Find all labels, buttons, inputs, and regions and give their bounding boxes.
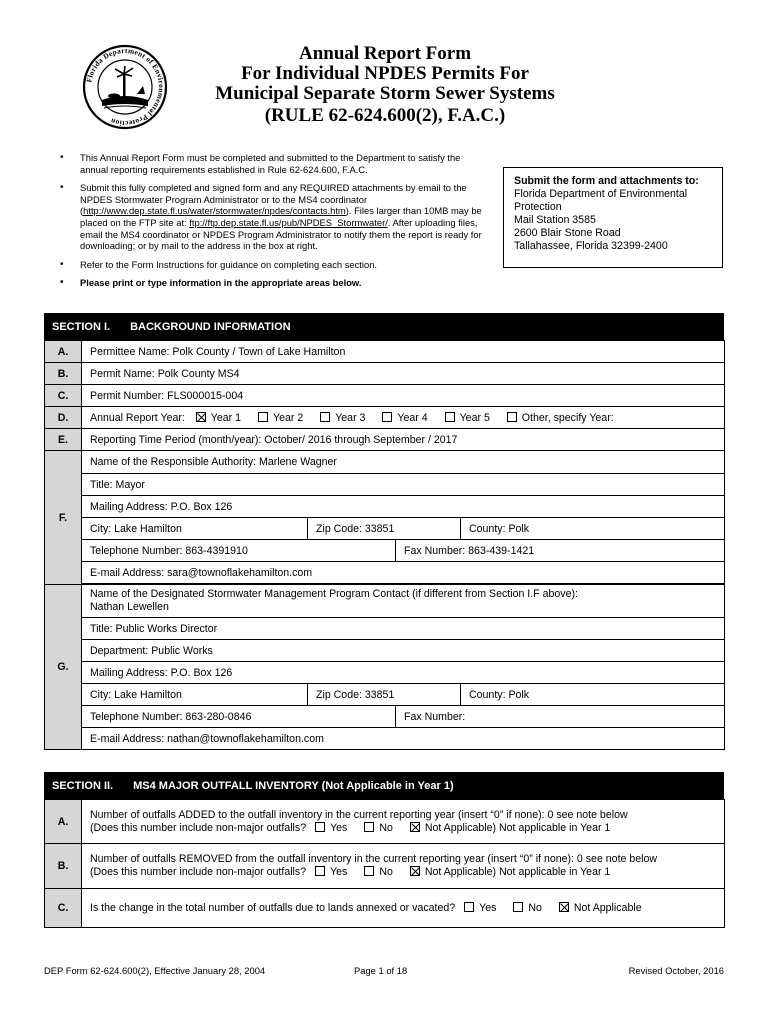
outfalls-removed-question — [90, 866, 716, 879]
checkbox-icon[interactable] — [513, 902, 523, 912]
section-1-number: SECTION I. — [52, 320, 111, 333]
contact-mailing-field[interactable]: Mailing Address: P.O. Box 126 — [82, 662, 725, 684]
row-label: C. — [45, 385, 82, 407]
section-2-number: SECTION II. — [52, 779, 114, 792]
year-2-option[interactable] — [258, 412, 303, 424]
checkbox-checked-icon[interactable] — [196, 412, 206, 422]
checkbox-icon[interactable] — [507, 412, 517, 422]
row-label: G. — [45, 585, 82, 750]
option-label: Year 3 — [335, 411, 366, 424]
section-2-title: MS4 MAJOR OUTFALL INVENTORY (Not Applicable in Year 1) — [133, 779, 454, 792]
program-contact-name: Nathan Lewellen — [90, 601, 169, 613]
contacts-link[interactable]: http://www.dep.state.fl.us/water/stormwater/npdes/contacts.htm — [83, 205, 346, 217]
option-label: No — [379, 821, 393, 834]
annual-report-year-row — [82, 407, 725, 429]
program-contact-label: Name of the Designated Stormwater Management Program Contact (if different from Section I.F above): — [90, 588, 578, 600]
year-5-option[interactable] — [445, 412, 490, 424]
option-label: Other, specify Year: — [521, 411, 614, 424]
section-1-table — [44, 340, 725, 750]
contact-county-field[interactable]: County: Polk — [461, 684, 725, 706]
question-text: (Does this number include non-major outfalls? — [90, 866, 307, 878]
permit-number-field[interactable]: Permit Number: FLS000015-004 — [82, 385, 725, 407]
checkbox-icon[interactable] — [315, 866, 325, 876]
form-title — [180, 44, 590, 126]
section-1-header — [44, 313, 724, 340]
checkbox-icon[interactable] — [464, 902, 474, 912]
checkbox-icon[interactable] — [364, 822, 374, 832]
submit-line: 2600 Blair Stone Road — [514, 227, 621, 239]
question-text: (Does this number include non-major outfalls? — [90, 821, 307, 834]
authority-title-field[interactable]: Title: Mayor — [82, 474, 725, 496]
reporting-period-field[interactable]: Reporting Time Period (month/year): October/ 2016 through September / 2017 — [82, 429, 725, 451]
option-label: Not Applicable) Not applicable in Year 1 — [424, 866, 611, 878]
checkbox-checked-icon[interactable] — [559, 902, 569, 912]
checkbox-icon[interactable] — [382, 412, 392, 422]
option-label: Year 2 — [272, 411, 304, 424]
instruction-text: Submit this fully completed and signed form and any REQUIRED attachments by email to the NPDES Stormwater Program Administrator or to the MS4 coordinator ( — [80, 182, 467, 217]
instruction-item: • Refer to the Form Instructions for guidance on completing each section. — [60, 259, 490, 271]
checkbox-icon[interactable] — [315, 822, 325, 832]
svg-text:Florida Department of Environm: Florida Department of Environmental Protection — [84, 45, 167, 129]
instruction-item — [60, 182, 490, 252]
row-label: E. — [45, 429, 82, 451]
checkbox-icon[interactable] — [364, 866, 374, 876]
authority-phone-field[interactable]: Telephone Number: 863-4391910 — [82, 540, 396, 562]
outfalls-added-row — [82, 800, 725, 844]
row-label: F. — [45, 451, 82, 585]
section-2-table — [44, 799, 725, 928]
permittee-name-field[interactable]: Permittee Name: Polk County / Town of Lake Hamilton — [82, 341, 725, 363]
dep-seal-logo — [82, 44, 168, 130]
responsible-authority-field[interactable]: Name of the Responsible Authority: Marlene Wagner — [82, 451, 725, 474]
section-2-header — [44, 772, 724, 799]
row-label: B. — [45, 363, 82, 385]
title-line-1: Annual Report Form — [298, 43, 472, 64]
option-label: Yes — [330, 866, 348, 878]
contact-department-field[interactable]: Department: Public Works — [82, 640, 725, 662]
option-label: Not Applicable — [573, 902, 642, 914]
outfalls-added-question — [90, 822, 716, 835]
authority-city-field[interactable]: City: Lake Hamilton — [82, 518, 308, 540]
annual-report-year-label: Annual Report Year: — [90, 411, 185, 424]
option-label: Yes — [479, 902, 497, 914]
option-label: Yes — [330, 821, 348, 834]
option-label: No — [379, 866, 393, 878]
instruction-text: ). Files larger than 10MB may be placed on the FTP site at: — [80, 205, 482, 228]
instruction-text: . After uploading files, email the MS4 coordinator or NPDES Program Administrator to notify them the report is ready for downloading; or by mail to the address in the box at right. — [80, 216, 482, 252]
form-id: DEP Form 62-624.600(2), Effective January 28, 2004 — [44, 965, 266, 976]
submit-line: Tallahassee, Florida 32399-2400 — [514, 240, 668, 252]
outfalls-removed-row — [82, 844, 725, 889]
checkbox-icon[interactable] — [258, 412, 268, 422]
authority-mailing-field[interactable]: Mailing Address: P.O. Box 126 — [82, 496, 725, 518]
instruction-item: • This Annual Report Form must be completed and submitted to the Department to satisfy the annual reporting requirements established in Rule 62-624.600, F.A.C. — [60, 152, 490, 175]
submit-address-box — [503, 167, 723, 268]
contact-email-field[interactable]: E-mail Address: nathan@townoflakehamilton.com — [82, 728, 725, 750]
row-label: B. — [45, 844, 82, 889]
ftp-link[interactable]: ftp://ftp.dep.state.fl.us/pub/NPDES_Stormwater/ — [189, 216, 388, 228]
row-label: D. — [45, 407, 82, 429]
row-label: C. — [45, 889, 82, 928]
row-label: A. — [45, 341, 82, 363]
outfalls-added-text: Number of outfalls ADDED to the outfall inventory in the current reporting year (insert “0” if none): 0 see note below — [90, 808, 628, 821]
year-4-option[interactable] — [382, 412, 427, 424]
option-label: Year 4 — [397, 411, 428, 424]
year-3-option[interactable] — [320, 412, 365, 424]
checkbox-checked-icon[interactable] — [410, 866, 420, 876]
annexed-question: Is the change in the total number of outfalls due to lands annexed or vacated? — [90, 902, 456, 914]
contact-title-field[interactable]: Title: Public Works Director — [82, 618, 725, 640]
title-line-3: Municipal Separate Storm Sewer Systems — [215, 83, 555, 104]
contact-fax-field[interactable]: Fax Number: — [396, 706, 725, 728]
authority-email-field[interactable]: E-mail Address: sara@townoflakehamilton.com — [82, 562, 725, 584]
submit-heading: Submit the form and attachments to: — [514, 175, 699, 187]
row-label: A. — [45, 800, 82, 844]
authority-county-field[interactable]: County: Polk — [461, 518, 725, 540]
outfalls-removed-text: Number of outfalls REMOVED from the outfall inventory in the current reporting year (insert “0” if none): 0 see note below — [90, 853, 658, 865]
section-1-title: BACKGROUND INFORMATION — [130, 320, 291, 333]
option-label: No — [528, 902, 542, 914]
contact-city-field[interactable]: City: Lake Hamilton — [82, 684, 308, 706]
instructions-list — [60, 152, 490, 296]
title-line-2: For Individual NPDES Permits For — [241, 63, 529, 84]
authority-fax-field[interactable]: Fax Number: 863-439-1421 — [396, 540, 725, 562]
contact-phone-field[interactable]: Telephone Number: 863-280-0846 — [82, 706, 396, 728]
checkbox-icon[interactable] — [445, 412, 455, 422]
permit-name-field[interactable]: Permit Name: Polk County MS4 — [82, 363, 725, 385]
other-year-option[interactable] — [507, 412, 614, 424]
page-number: Page 1 of 18 — [354, 965, 408, 976]
submit-line: Florida Department of Environmental Protection — [514, 188, 688, 213]
contact-zip-field[interactable]: Zip Code: 33851 — [308, 684, 461, 706]
title-rule-line: (RULE 62-624.600(2), F.A.C.) — [264, 105, 506, 126]
revision-date: Revised October, 2016 — [628, 965, 724, 976]
checkbox-checked-icon[interactable] — [410, 822, 420, 832]
instruction-item: • Please print or type information in the appropriate areas below. — [60, 277, 490, 289]
year-1-option[interactable] — [196, 412, 241, 424]
submit-line: Mail Station 3585 — [514, 214, 596, 226]
authority-zip-field[interactable]: Zip Code: 33851 — [308, 518, 461, 540]
option-label: Year 5 — [459, 411, 490, 424]
option-label: Year 1 — [210, 411, 242, 424]
option-label: Not Applicable) Not applicable in Year 1 — [424, 821, 611, 834]
checkbox-icon[interactable] — [320, 412, 330, 422]
annexed-vacated-row — [82, 889, 725, 928]
program-contact-field[interactable] — [82, 585, 725, 618]
